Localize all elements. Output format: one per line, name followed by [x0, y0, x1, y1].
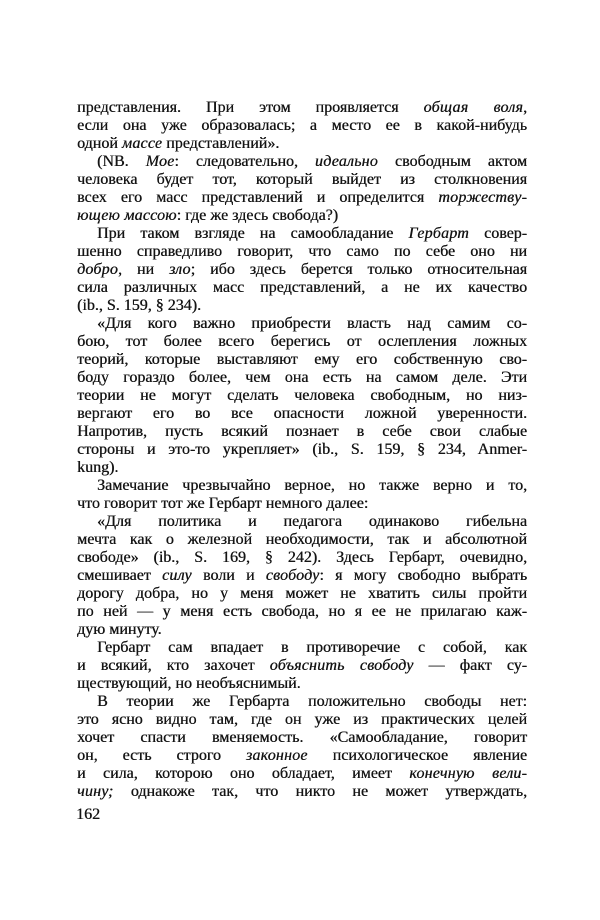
text-line	[77, 549, 527, 567]
text-segment: однакоже так, что никто не может утверждать,	[113, 783, 527, 800]
italic-text-segment: свободу	[265, 567, 320, 584]
text-line	[77, 603, 527, 621]
text-line	[77, 171, 527, 189]
text-line	[77, 513, 527, 531]
text-segment: ,	[523, 99, 528, 116]
text-segment: свободе» (ib., S. 169, § 242). Здесь Гербарт, очевидно,	[77, 549, 527, 566]
text-line	[77, 747, 527, 765]
text-line	[77, 351, 527, 369]
text-line	[77, 585, 527, 603]
paragraph	[77, 99, 527, 153]
text-line	[77, 639, 527, 657]
text-line	[77, 567, 527, 585]
text-segment: теорий, которые выставляют ему его собственную сво-	[77, 351, 527, 368]
text-line	[77, 297, 527, 315]
text-segment: : я могу свободно выбрать	[319, 567, 528, 584]
text-line	[77, 315, 527, 333]
text-segment: бою, тот более всего берегись от ослепления ложных	[77, 333, 527, 350]
text-line	[77, 279, 527, 297]
text-line	[77, 711, 527, 729]
text-segment: человека будет тот, который выйдет из столкновения	[77, 171, 527, 188]
text-line	[77, 135, 527, 153]
page-text-block	[77, 99, 527, 801]
text-segment: свободным актом	[377, 153, 527, 170]
text-segment: Гербарт сам впадает в противоречие с собой, как	[97, 639, 527, 656]
text-segment: представления. При этом проявляется	[77, 99, 424, 116]
text-segment: В теории же Гербарта положительно свободы нет:	[97, 693, 527, 710]
italic-text-segment: законное	[245, 747, 308, 764]
text-segment: «Для кого важно приобрести власть над самим со-	[97, 315, 527, 332]
page-number: 162	[76, 806, 100, 823]
text-segment: сила различных масс представлений, а не их качество	[77, 279, 527, 296]
text-line	[77, 657, 527, 675]
text-line	[77, 495, 527, 513]
text-line	[77, 153, 527, 171]
text-segment: стороны и это-то укрепляет» (ib., S. 159, § 234, Anmer-	[77, 441, 527, 458]
text-line	[77, 693, 527, 711]
text-line	[77, 387, 527, 405]
italic-text-segment: зло	[168, 261, 191, 278]
text-line	[77, 441, 527, 459]
text-segment: , ни	[117, 261, 169, 278]
italic-text-segment: объяснить свободу	[269, 657, 414, 674]
text-segment: он, есть строго	[77, 747, 246, 764]
text-segment: (NB.	[97, 153, 146, 170]
paragraph	[77, 477, 527, 513]
text-segment: Напротив, пусть всякий познает в себе свои слабые	[77, 423, 527, 440]
text-segment: дорогу добра, но у меня может не хватить силы пройти	[77, 585, 527, 602]
text-segment: kung).	[77, 459, 119, 476]
text-line	[77, 405, 527, 423]
text-segment: : следовательно,	[174, 153, 315, 170]
text-segment: хочет спасти вменяемость. «Самообладание, говорит	[77, 729, 527, 746]
text-line	[77, 621, 527, 639]
text-segment: совер-	[468, 225, 527, 242]
text-line	[77, 243, 527, 261]
text-segment: и сила, которою оно обладает, имеет	[77, 765, 410, 782]
text-segment: боду гораздо более, чем она есть на самом деле. Эти	[77, 369, 527, 386]
text-line	[77, 117, 527, 135]
text-segment: психологическое явление	[307, 747, 528, 764]
text-line	[77, 333, 527, 351]
italic-text-segment: общая воля	[423, 99, 524, 116]
paragraph	[77, 639, 527, 693]
text-segment: дую минуту.	[77, 621, 162, 638]
text-segment: теории не могут сделать человека свободным, но низ-	[77, 387, 527, 404]
paragraph	[77, 513, 527, 639]
text-line	[77, 369, 527, 387]
paragraph	[77, 693, 527, 801]
italic-text-segment: Мое	[145, 153, 175, 170]
italic-text-segment: идеально	[314, 153, 378, 170]
text-line	[77, 207, 527, 225]
text-line	[77, 783, 527, 801]
text-line	[77, 189, 527, 207]
text-segment: мечта как о железной необходимости, так и абсолютной	[77, 531, 527, 548]
text-segment: что говорит тот же Гербарт немного далее:	[77, 495, 369, 512]
italic-text-segment: торжеству-	[438, 189, 527, 206]
text-segment: одной	[77, 135, 122, 152]
paragraph	[77, 153, 527, 225]
text-segment: это ясно видно там, где он уже из практических целей	[77, 711, 527, 728]
text-line	[77, 261, 527, 279]
text-line	[77, 477, 527, 495]
text-segment: шенно справедливо говорит, что само по себе оно ни	[77, 243, 527, 260]
text-segment: — факт су-	[413, 657, 527, 674]
text-line	[77, 225, 527, 243]
text-segment: «Для политика и педагога одинаково гибельна	[97, 513, 527, 530]
text-line	[77, 531, 527, 549]
italic-text-segment: силу	[161, 567, 192, 584]
text-segment: При таком взгляде на самообладание	[97, 225, 409, 242]
text-line	[77, 99, 527, 117]
text-segment: вергают его во все опасности ложной уверенности.	[77, 405, 527, 422]
text-segment: (ib., S. 159, § 234).	[77, 297, 201, 314]
text-segment: Замечание чрезвычайно верное, но также верно и то,	[97, 477, 527, 494]
italic-text-segment: Гербарт	[408, 225, 469, 242]
text-line	[77, 459, 527, 477]
text-line	[77, 423, 527, 441]
text-segment: всех его масс представлений и определится	[77, 189, 439, 206]
text-segment: ; ибо здесь берется только относительная	[190, 261, 528, 278]
paragraph	[77, 315, 527, 477]
italic-text-segment: чину;	[77, 783, 114, 800]
text-line	[77, 729, 527, 747]
text-segment: если она уже образовалась; а место ее в какой-нибудь	[77, 117, 527, 134]
paragraph	[77, 225, 527, 315]
italic-text-segment: конечную вели-	[409, 765, 527, 782]
text-segment: ществующий, но необъяснимый.	[77, 675, 301, 692]
text-segment: воли и	[191, 567, 266, 584]
text-line	[77, 765, 527, 783]
text-segment: : где же здесь свобода?)	[176, 207, 339, 224]
text-segment: по ней — у меня есть свобода, но я ее не прилагаю каж-	[77, 603, 527, 620]
text-segment: и всякий, кто захочет	[77, 657, 270, 674]
italic-text-segment: добро	[77, 261, 118, 278]
text-segment: смешивает	[77, 567, 162, 584]
text-segment: представлений».	[162, 135, 280, 152]
italic-text-segment: ющею массою	[77, 207, 177, 224]
italic-text-segment: массе	[121, 135, 163, 152]
text-line	[77, 675, 527, 693]
